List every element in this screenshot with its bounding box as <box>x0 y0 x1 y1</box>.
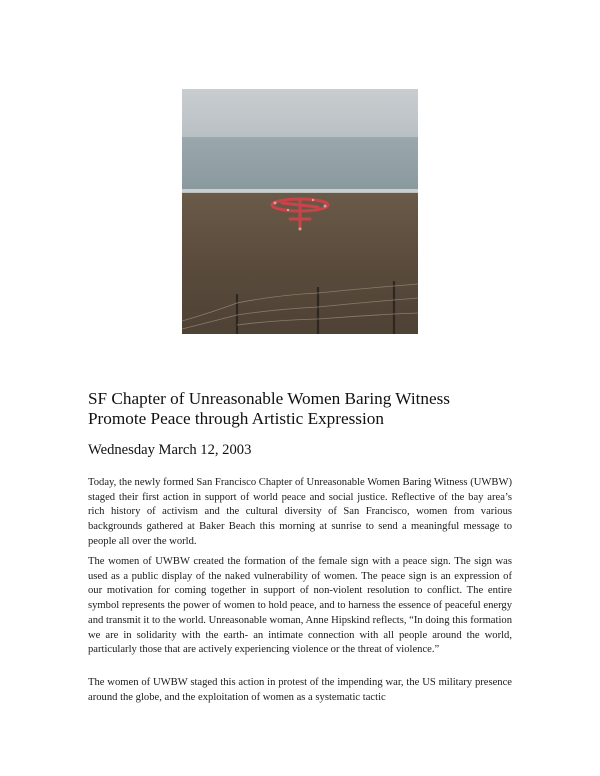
paragraph-3: The women of UWBW staged this action in protest of the impending war, the US military presence around the globe, and the exploitation of women as a systematic tactic <box>88 677 512 703</box>
paragraph-1: Today, the newly formed San Francisco Chapter of Unreasonable Women Baring Witness (UWBW) staged their first action in support of world peace and social justice. Reflective of the bay area’s rich history of activism and the cultural diversity of San Francisco, women from various backgrounds gathered at Baker Beach this morning at sunrise to send a meaningful message to people all over the world. <box>88 477 512 547</box>
headline: SF Chapter of Unreasonable Women Baring Witness Promote Peace through Artistic Expression <box>88 389 450 428</box>
dateline: Wednesday March 12, 2003 <box>88 442 252 458</box>
paragraph-2: The women of UWBW created the formation of the female sign with a peace sign. The sign was used as a public display of the naked vulnerability of women. The peace sign is an expression of our motivation for coming together in support of non-violent resolution to conflict. The entire symbol represents the power of women to hold peace, and to harness the essence of peaceful energy and transmit it to the world. Unreasonable woman, Anne Hipskind reflects, “In doing this formation we are in solidarity with the earth- an intimate connection with all people around the world, particularly those that are actively experiencing violence or the threat of violence.” <box>88 556 512 656</box>
beach-formation-photo <box>182 89 418 334</box>
